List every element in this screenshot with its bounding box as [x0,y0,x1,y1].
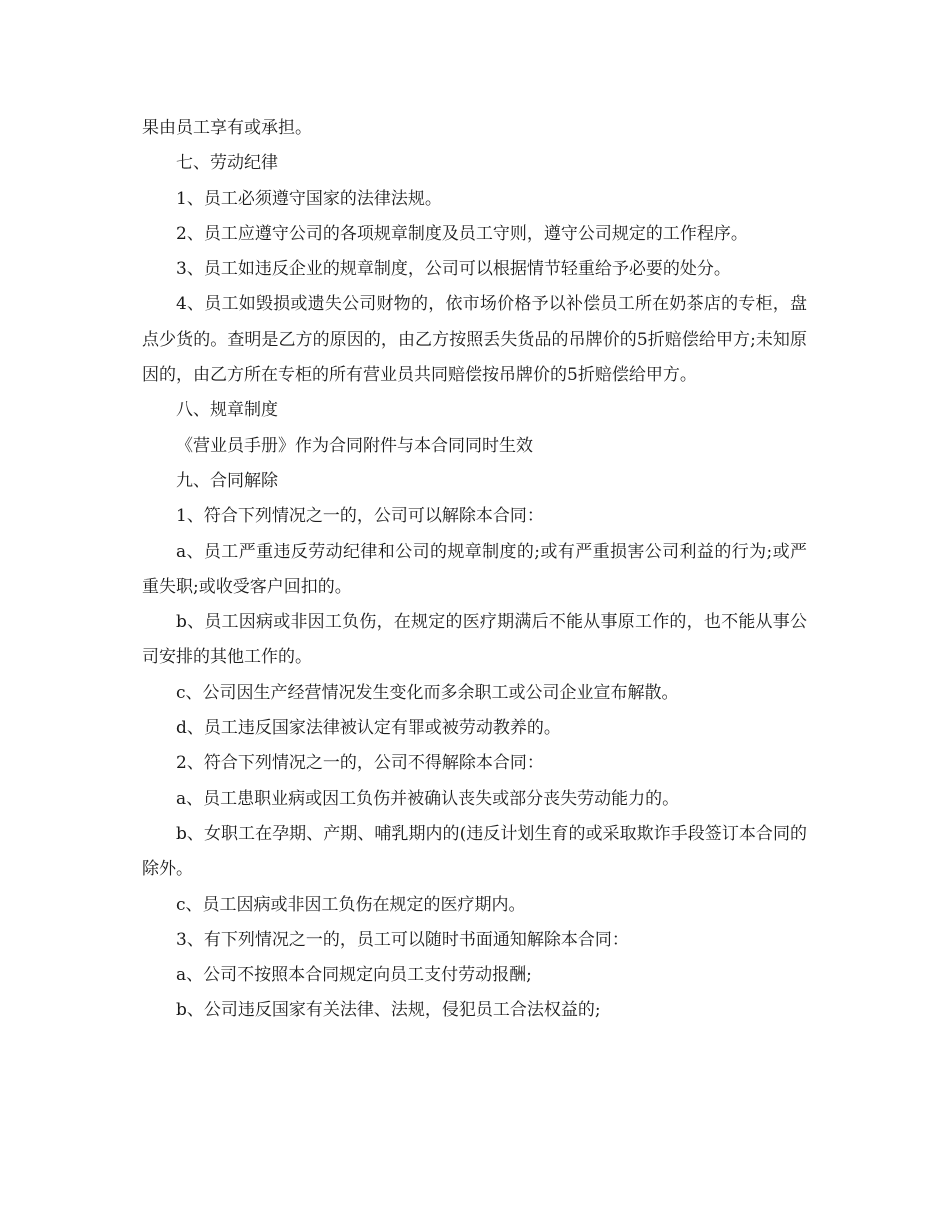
clause-7-3: 3、员工如违反企业的规章制度，公司可以根据情节轻重给予必要的处分。 [176,259,731,280]
clause-9-1-d: d、员工违反国家法律被认定有罪或被劳动教养的。 [176,718,561,739]
clause-8-text: 《营业员手册》作为合同附件与本合同同时生效 [176,435,533,456]
clause-9-1-a: a、员工严重违反劳动纪律和公司的规章制度的;或有严重损害公司利益的行为;或严重失职;或收受客户回扣的。 [142,541,807,597]
clause-7-2: 2、员工应遵守公司的各项规章制度及员工守则，遵守公司规定的工作程序。 [176,223,748,244]
clause-9-2-b: b、女职工在孕期、产期、哺乳期内的(违反计划生育的或采取欺诈手段签订本合同的除外。 [142,823,807,880]
clause-9-1-c: c、公司因生产经营情况发生变化而多余职工或公司企业宣布解散。 [176,682,679,703]
clause-9-3-b: b、公司违反国家有关法律、法规，侵犯员工合法权益的; [176,1000,601,1021]
clause-9-2-a: a、员工患职业病或因工负伤并被确认丧失或部分丧失劳动能力的。 [176,788,680,809]
clause-7-4: 4、员工如毁损或遗失公司财物的，依市场价格予以补偿员工所在奶茶店的专柜，盘点少货的。查明是乙方的原因的，由乙方按照丢失货品的吊牌价的5折赔偿给甲方;未知原因的，由乙方所在专柜的所有营业员共同赔偿按吊牌价的5折赔偿给甲方。 [142,294,807,386]
clause-9-2-c: c、员工因病或非因工负伤在规定的医疗期内。 [176,894,526,915]
section-heading-termination: 九、合同解除 [176,470,278,491]
section-heading-labor-discipline: 七、劳动纪律 [176,153,278,174]
clause-9-3: 3、有下列情况之一的，员工可以随时书面通知解除本合同： [176,929,629,950]
section-heading-rules: 八、规章制度 [176,400,278,421]
clause-7-1: 1、员工必须遵守国家的法律法规。 [176,188,442,209]
paragraph-continuation: 果由员工享有或承担。 [142,118,312,138]
clause-9-3-a: a、公司不按照本合同规定向员工支付劳动报酬; [176,965,532,986]
clause-9-1-b: b、员工因病或非因工负伤，在规定的医疗期满后不能从事原工作的，也不能从事公司安排的其他工作的。 [142,612,807,668]
clause-9-2: 2、符合下列情况之一的，公司不得解除本合同： [176,753,544,774]
clause-9-1: 1、符合下列情况之一的，公司可以解除本合同： [176,506,544,527]
document-body [142,111,807,1029]
